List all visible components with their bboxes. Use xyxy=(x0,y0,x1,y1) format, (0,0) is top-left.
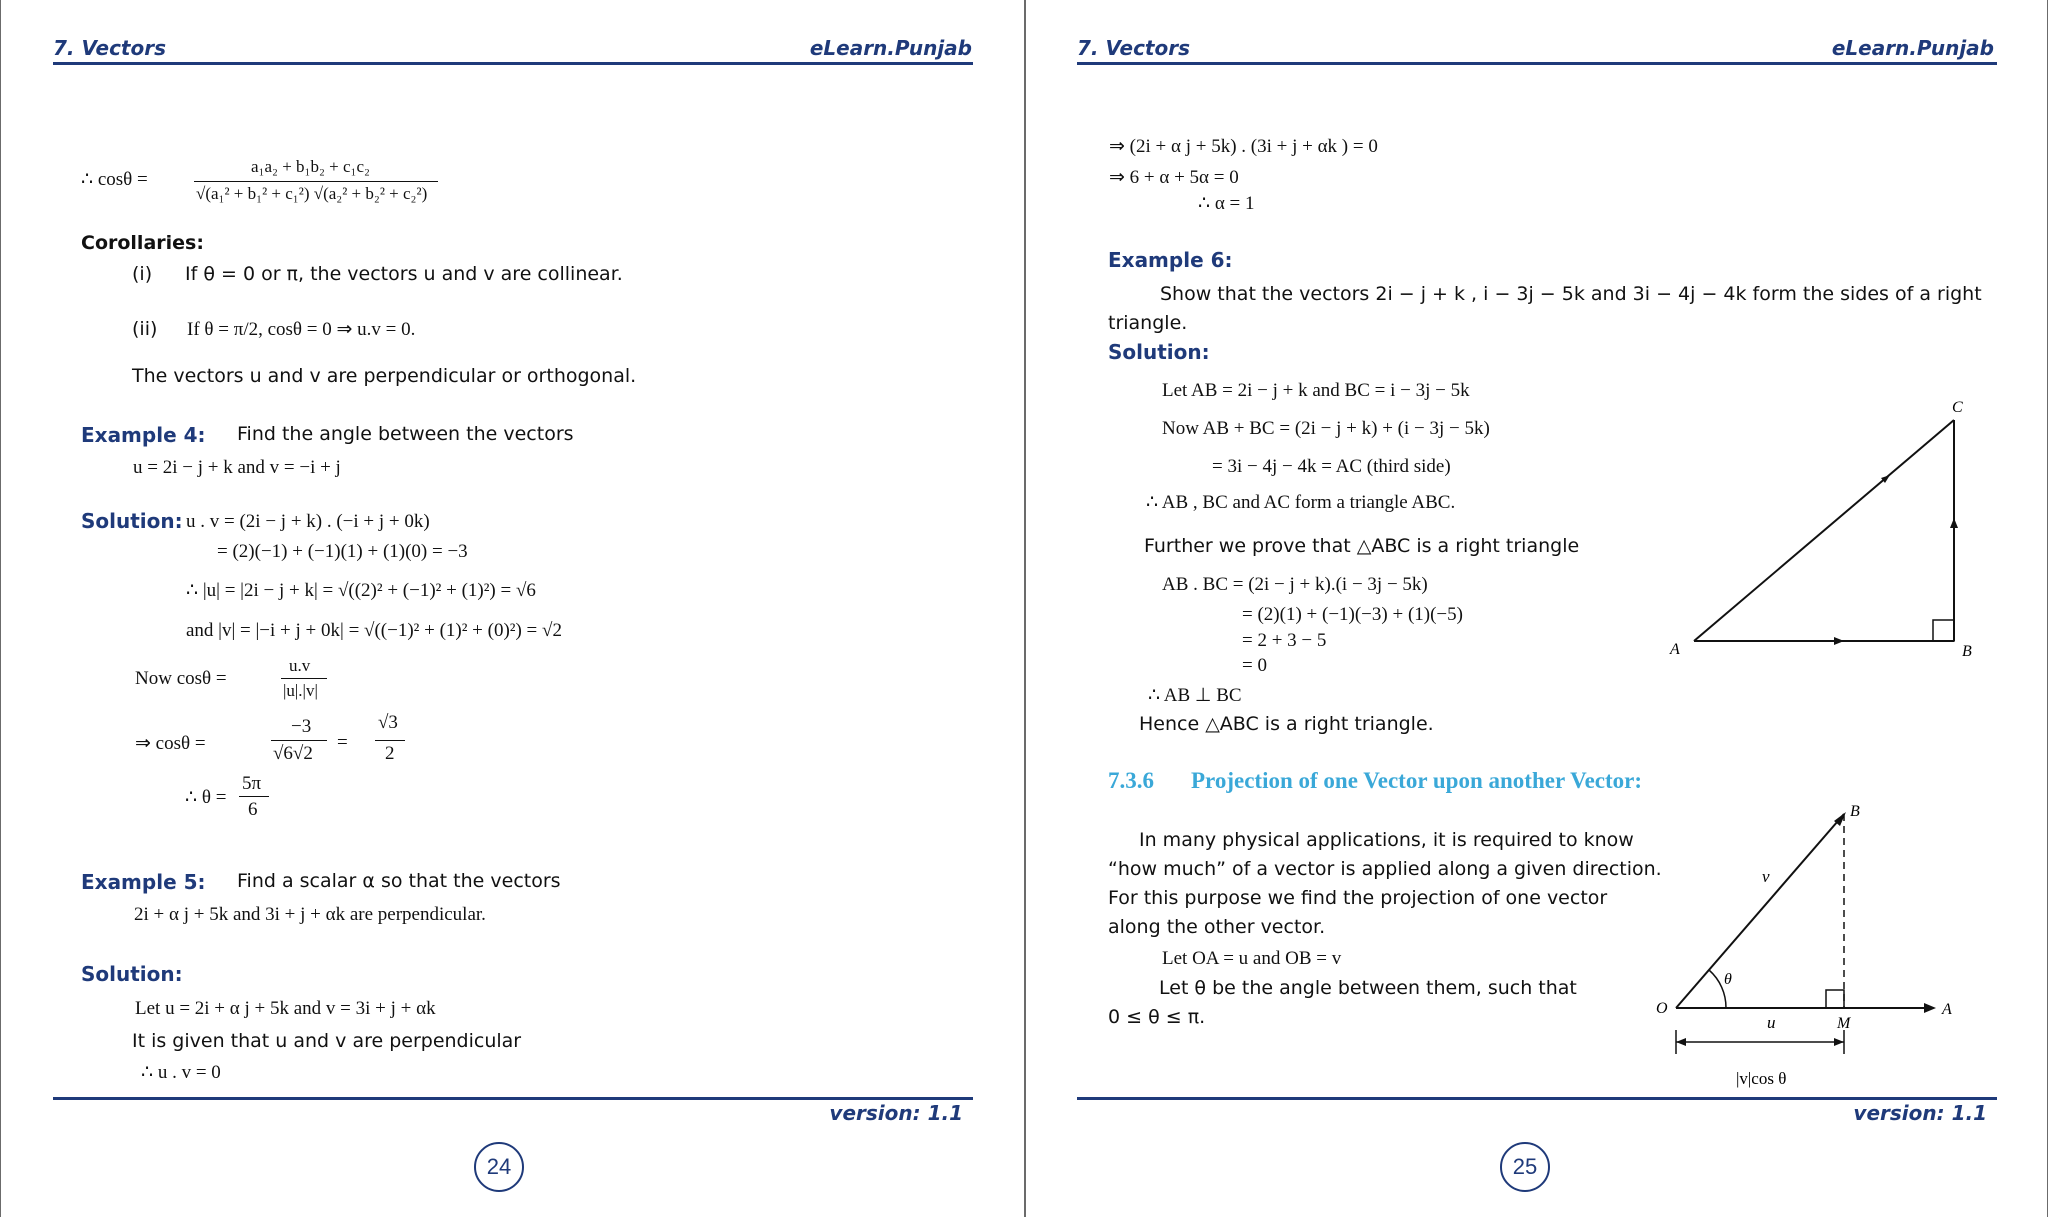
footer-rule xyxy=(1077,1097,1997,1100)
continued-line-1: ⇒ (2i + α j + 5k) . (3i + j + αk ) = 0 xyxy=(1109,136,1378,157)
projection-paragraph-line-1: In many physical applications, it is required to know xyxy=(1139,829,1634,851)
corollary-ii-number: (ii) xyxy=(132,318,158,340)
fraction-2-denominator: √6√2 xyxy=(273,743,313,764)
solution-6-line-7: = (2)(1) + (−1)(−3) + (1)(−5) xyxy=(1242,604,1463,625)
solution-6-line-5: Further we prove that △ABC is a right triangle xyxy=(1144,535,1580,557)
fraction-1-denominator: |u|.|v| xyxy=(283,681,318,700)
vertex-b-label: B xyxy=(1962,643,1972,660)
side-ac xyxy=(1694,420,1954,641)
solution-5-line-1: Let u = 2i + α j + 5k and v = 3i + j + αk xyxy=(135,998,436,1019)
solution-4-line-4: and |v| = |−i + j + 0k| = √((−1)² + (1)² + (0)²) = √2 xyxy=(186,620,562,641)
chapter-header: 7. Vectors xyxy=(53,36,166,60)
brand-header: eLearn.Punjab xyxy=(1831,36,1994,60)
continued-line-3: ∴ α = 1 xyxy=(1198,193,1255,214)
header-rule xyxy=(1077,62,1997,65)
arrow-icon xyxy=(1676,1038,1686,1046)
solution-6-line-10: ∴ AB ⊥ BC xyxy=(1148,685,1242,706)
fraction-bar xyxy=(271,740,327,741)
corollary-ii-conclusion: The vectors u and v are perpendicular or orthogonal. xyxy=(132,365,637,387)
right-triangle-figure xyxy=(1646,392,2006,668)
page-number: 24 xyxy=(474,1142,524,1192)
example-5-vectors: 2i + α j + 5k and 3i + j + αk are perpendicular. xyxy=(134,904,486,925)
right-angle-marker xyxy=(1826,990,1844,1008)
corollary-i-number: (i) xyxy=(132,263,153,285)
solution-6-line-8: = 2 + 3 − 5 xyxy=(1242,630,1327,651)
cos-formula-prefix: ∴ cosθ = xyxy=(81,169,148,190)
theta-result-prefix: ∴ θ = xyxy=(185,787,227,808)
corollary-ii-text: If θ = π/2, cosθ = 0 ⇒ u.v = 0. xyxy=(187,319,416,340)
projection-paragraph-line-6: Let θ be the angle between them, such that xyxy=(1159,977,1577,999)
footer-rule xyxy=(53,1097,973,1100)
page-25 xyxy=(1024,0,2048,1217)
vector-u-label: u xyxy=(1767,1013,1776,1032)
example-4-text: Find the angle between the vectors xyxy=(237,423,574,445)
projection-paragraph-line-2: “how much” of a vector is applied along a given direction. xyxy=(1108,858,1662,880)
solution-5-line-2: It is given that u and v are perpendicular xyxy=(132,1030,522,1052)
projection-paragraph-line-7: 0 ≤ θ ≤ π. xyxy=(1108,1006,1206,1028)
fraction-bar xyxy=(194,181,438,182)
corollary-i-text: If θ = 0 or π, the vectors u and v are collinear. xyxy=(185,263,623,285)
example-6-text-cont: triangle. xyxy=(1108,312,1188,334)
solution-4-implies: ⇒ cosθ = xyxy=(135,733,206,754)
page-number: 25 xyxy=(1500,1142,1550,1192)
solution-4-line-3: ∴ |u| = |2i − j + k| = √((2)² + (−1)² + (1)²) = √6 xyxy=(186,580,536,601)
projection-paragraph-line-4: along the other vector. xyxy=(1108,916,1326,938)
projection-paragraph-line-3: For this purpose we find the projection of one vector xyxy=(1108,887,1608,909)
solution-6-line-1: Let AB = 2i − j + k and BC = i − 3j − 5k xyxy=(1162,380,1470,401)
version-footer: version: 1.1 xyxy=(829,1101,963,1125)
angle-theta-label: θ xyxy=(1724,971,1732,988)
section-number: 7.3.6 xyxy=(1108,768,1154,793)
cos-formula-denominator: √(a₁² + b₁² + c₁²) √(a₂² + b₂² + c₂²) xyxy=(196,184,428,203)
brand-header: eLearn.Punjab xyxy=(809,36,972,60)
example-5-text: Find a scalar α so that the vectors xyxy=(237,870,561,892)
fraction-3-numerator: √3 xyxy=(378,712,398,733)
version-footer: version: 1.1 xyxy=(1853,1101,1987,1125)
fraction-1-numerator: u.v xyxy=(289,656,311,675)
cos-formula-numerator: a₁a₂ + b₁b₂ + c₁c₂ xyxy=(251,157,370,176)
solution-5-line-3: ∴ u . v = 0 xyxy=(141,1062,221,1083)
solution-6-line-2: Now AB + BC = (2i − j + k) + (i − 3j − 5k) xyxy=(1162,418,1490,439)
fraction-3-denominator: 2 xyxy=(385,743,395,764)
fraction-2-numerator: −3 xyxy=(291,716,312,737)
projection-let-vectors: Let OA = u and OB = v xyxy=(1162,948,1342,969)
example-6-heading: Example 6: xyxy=(1108,248,1233,272)
vertex-c-label: C xyxy=(1952,399,1963,416)
vector-ob-line xyxy=(1676,814,1844,1008)
example-6-text: Show that the vectors 2i − j + k , i − 3j − 5k and 3i − 4j − 4k form the sides of a right xyxy=(1160,283,1982,305)
vertex-a-label: A xyxy=(1670,641,1680,658)
example-4-vectors: u = 2i − j + k and v = −i + j xyxy=(133,457,341,478)
fraction-4-numerator: 5π xyxy=(242,773,262,794)
arrow-icon xyxy=(1834,637,1844,645)
solution-6-line-3: = 3i − 4j − 4k = AC (third side) xyxy=(1212,456,1451,477)
vector-v-label: v xyxy=(1762,867,1770,886)
equals-sign: = xyxy=(337,732,348,753)
solution-6-line-9: = 0 xyxy=(1242,655,1267,676)
origin-o-label: O xyxy=(1656,1000,1668,1017)
example-4-heading: Example 4: xyxy=(81,423,206,447)
solution-4-label: Solution: xyxy=(81,509,183,533)
continued-line-2: ⇒ 6 + α + 5α = 0 xyxy=(1109,167,1239,188)
fraction-bar xyxy=(375,740,405,741)
chapter-header: 7. Vectors xyxy=(1077,36,1190,60)
fraction-bar xyxy=(239,796,269,797)
solution-6-line-11: Hence △ABC is a right triangle. xyxy=(1139,713,1434,735)
solution-6-line-6: AB . BC = (2i − j + k).(i − 3j − 5k) xyxy=(1162,574,1428,595)
corollaries-heading: Corollaries: xyxy=(81,232,204,254)
header-rule xyxy=(53,62,973,65)
fraction-4-denominator: 6 xyxy=(248,799,258,820)
section-title: Projection of one Vector upon another Vector: xyxy=(1191,768,1643,793)
solution-4-line-1: u . v = (2i − j + k) . (−i + j + 0k) xyxy=(186,511,430,532)
point-b-label: B xyxy=(1850,803,1860,820)
fraction-bar xyxy=(281,678,327,679)
point-a-label: A xyxy=(1942,1001,1952,1018)
right-angle-marker xyxy=(1933,620,1954,641)
solution-4-now: Now cosθ = xyxy=(135,668,227,689)
point-m-label: M xyxy=(1837,1015,1851,1032)
projection-figure xyxy=(1626,796,1986,1096)
projection-length-label: |v|cos θ xyxy=(1736,1069,1787,1088)
arrow-icon xyxy=(1924,1003,1936,1013)
solution-6-line-4: ∴ AB , BC and AC form a triangle ABC. xyxy=(1146,492,1456,513)
arrow-icon xyxy=(1834,1038,1844,1046)
arrow-icon xyxy=(1950,518,1958,528)
solution-6-label: Solution: xyxy=(1108,340,1210,364)
example-5-heading: Example 5: xyxy=(81,870,206,894)
solution-4-line-2: = (2)(−1) + (−1)(1) + (1)(0) = −3 xyxy=(217,541,468,562)
solution-5-label: Solution: xyxy=(81,962,183,986)
